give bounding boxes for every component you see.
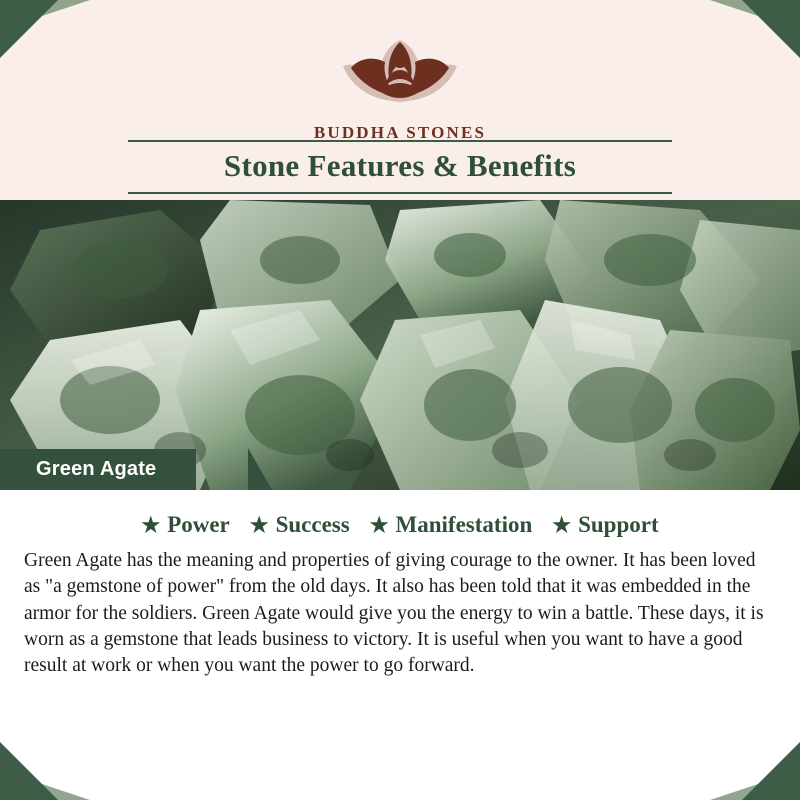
keyword-label: Support — [578, 512, 659, 537]
keyword-item-support — [552, 512, 658, 538]
keyword-label: Power — [167, 512, 230, 537]
keyword-item-power — [141, 512, 229, 538]
stone-name-label: Green Agate — [0, 449, 196, 490]
content-section — [0, 490, 800, 800]
corner-decor-bottom-left — [0, 742, 58, 800]
corner-decor-top-right — [742, 0, 800, 58]
description-text: Green Agate has the meaning and properties of giving courage to the owner. It has been loved as "a gemstone of power" from the old days. It also has been told that it was embedded in the armor for the soldiers. Green Agate would give you the energy to win a battle. These days, it is worn as a gemstone that leads business to victory. It is useful when you want to have a good result at work or when you want the power to go forward. — [24, 550, 764, 677]
green-agate-stones-photo — [0, 200, 800, 490]
brand-logo — [0, 0, 800, 143]
star-icon: ★ — [249, 512, 269, 537]
page-title: Stone Features & Benefits — [223, 148, 577, 183]
star-icon: ★ — [369, 512, 389, 537]
label-tag-notch — [248, 448, 272, 490]
lotus-meditation-icon — [325, 22, 475, 119]
section-title-band — [128, 140, 672, 194]
keyword-list — [24, 512, 776, 538]
keyword-item-manifestation — [370, 512, 533, 538]
stone-photo-illustration — [0, 200, 800, 490]
star-icon: ★ — [141, 512, 161, 537]
keyword-label: Success — [275, 512, 350, 537]
star-icon: ★ — [552, 512, 572, 537]
keyword-item-success — [250, 512, 350, 538]
header-banner — [0, 0, 800, 200]
keyword-label: Manifestation — [395, 512, 533, 537]
corner-decor-top-left — [0, 0, 58, 58]
corner-decor-bottom-right — [742, 742, 800, 800]
brand-name: BUDDHA STONES — [313, 123, 487, 142]
